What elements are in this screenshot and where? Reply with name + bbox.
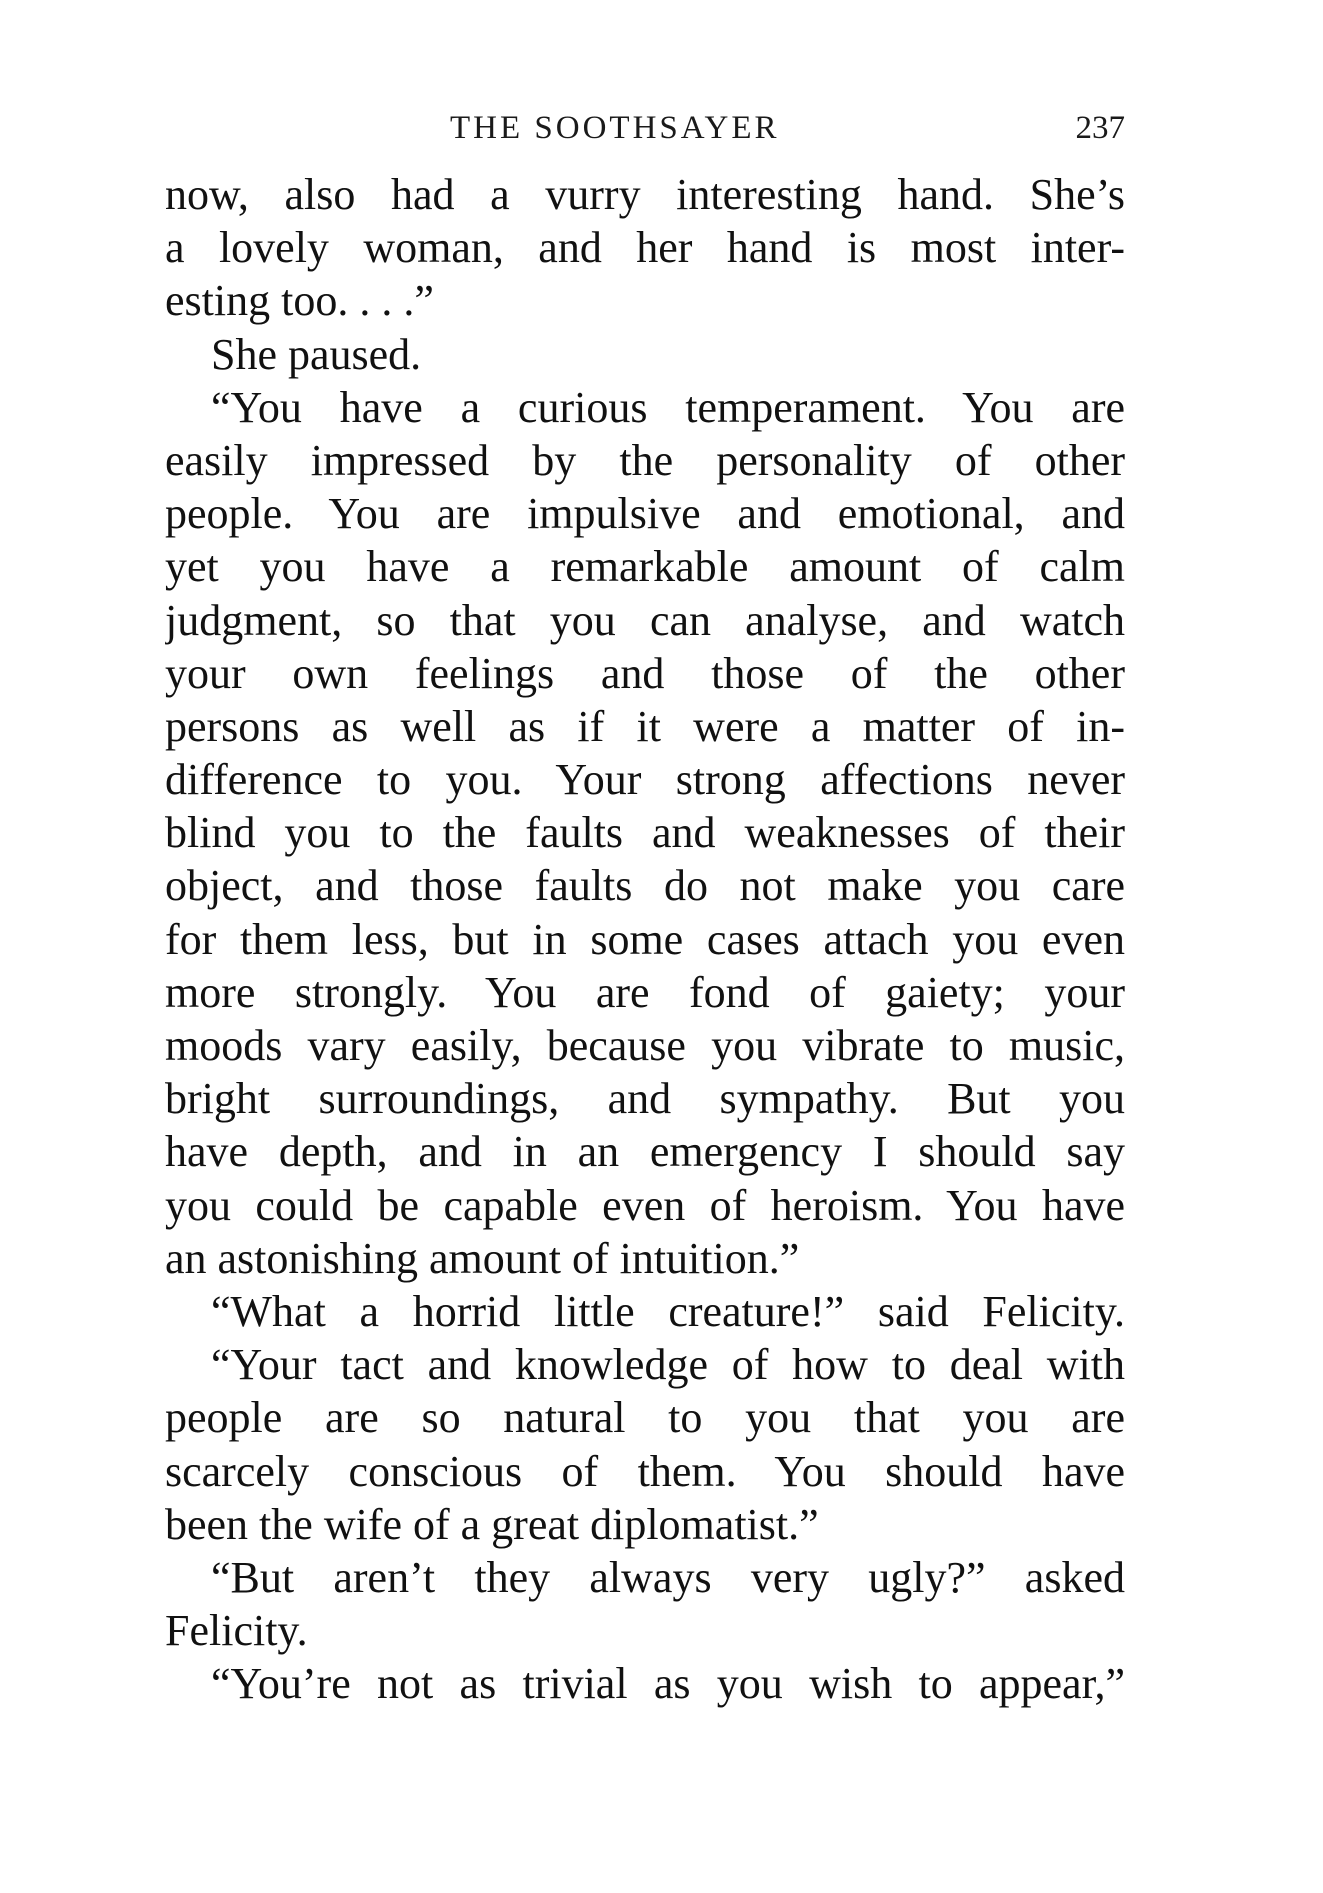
text-line: been the wife of a great diplomatist.” (165, 1499, 819, 1549)
text-line: esting too. . . .” (165, 276, 434, 326)
page-number: 237 (1075, 110, 1125, 146)
text-line: a lovely woman, and her hand is most inter- (165, 223, 1125, 273)
text-line: people are so natural to you that you are (165, 1393, 1125, 1443)
text-line: scarcely conscious of them. You should have (165, 1446, 1125, 1496)
body-text (165, 168, 1125, 1710)
text-line: moods vary easily, because you vibrate to music, (165, 1021, 1125, 1070)
text-line: “You’re not as trivial as you wish to appear,” (211, 1659, 1125, 1709)
text-line: difference to you. Your strong affections never (165, 755, 1125, 805)
text-line: for them less, but in some cases attach you even (165, 914, 1125, 964)
text-line: judgment, so that you can analyse, and watch (165, 595, 1125, 645)
running-head (165, 106, 1125, 150)
text-line: your own feelings and those of the other (165, 648, 1125, 698)
text-line: bright surroundings, and sympathy. But you (165, 1074, 1125, 1124)
text-line: have depth, and in an emergency I should say (165, 1127, 1125, 1177)
text-line: “But aren’t they always very ugly?” asked (211, 1552, 1125, 1602)
text-line: more strongly. You are fond of gaiety; your (165, 967, 1125, 1017)
text-line: people. You are impulsive and emotional, and (165, 489, 1125, 539)
text-line: “What a horrid little creature!” said Felicity. (211, 1286, 1125, 1336)
text-line: now, also had a vurry interesting hand. She’s (165, 170, 1125, 219)
text-line: easily impressed by the personality of other (165, 435, 1125, 485)
text-line: “You have a curious temperament. You are (211, 382, 1125, 432)
text-line: object, and those faults do not make you care (165, 861, 1125, 911)
text-line: you could be capable even of heroism. You have (165, 1180, 1125, 1230)
running-title: THE SOOTHSAYER (450, 110, 780, 146)
text-line: an astonishing amount of intuition.” (165, 1233, 800, 1283)
text-line: blind you to the faults and weaknesses of their (165, 808, 1125, 858)
text-line: yet you have a remarkable amount of calm (165, 542, 1125, 592)
text-line: She paused. (211, 329, 422, 379)
text-line: “Your tact and knowledge of how to deal with (211, 1340, 1125, 1390)
text-line: Felicity. (165, 1606, 308, 1656)
text-line: persons as well as if it were a matter of in- (165, 701, 1125, 751)
